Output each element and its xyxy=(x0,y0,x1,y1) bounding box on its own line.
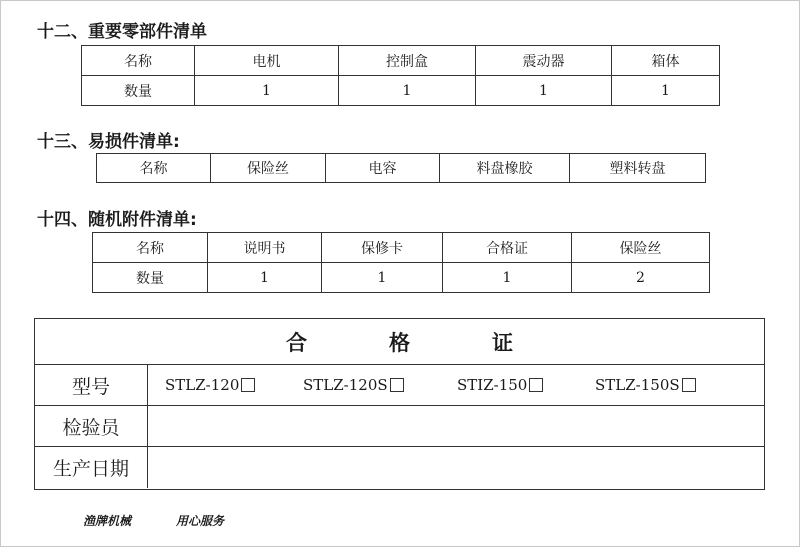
model-row xyxy=(35,365,764,406)
table-cell: 名称 xyxy=(82,46,195,76)
table-cell: 1 xyxy=(612,76,720,106)
table-cell: 塑料转盘 xyxy=(570,154,706,183)
table-cell: 震动器 xyxy=(476,46,612,76)
certificate-title: 合格证 xyxy=(35,319,764,365)
table-cell: 保险丝 xyxy=(572,233,710,263)
model-option xyxy=(595,365,696,405)
model-option xyxy=(303,365,404,405)
table-cell: 数量 xyxy=(82,76,195,106)
table-row xyxy=(82,76,720,106)
important-parts-table xyxy=(81,45,720,106)
table-cell: 控制盒 xyxy=(339,46,476,76)
table-cell: 料盘橡胶 xyxy=(440,154,570,183)
table-cell: 数量 xyxy=(93,263,208,293)
table-row xyxy=(93,263,710,293)
table-cell: 说明书 xyxy=(208,233,322,263)
model-name: STLZ-120 xyxy=(165,376,240,394)
inspector-row xyxy=(35,406,764,447)
table-cell: 电机 xyxy=(195,46,339,76)
table-cell: 1 xyxy=(322,263,443,293)
table-cell: 保修卡 xyxy=(322,233,443,263)
table-cell: 2 xyxy=(572,263,710,293)
table-cell: 保险丝 xyxy=(211,154,326,183)
checkbox-icon[interactable] xyxy=(390,378,404,392)
table-cell: 名称 xyxy=(93,233,208,263)
model-name: STIZ-150 xyxy=(457,376,528,394)
production-date-row xyxy=(35,447,764,488)
model-option xyxy=(165,365,255,405)
table-row xyxy=(93,233,710,263)
certificate-box xyxy=(34,318,765,490)
accessories-table xyxy=(92,232,710,293)
wear-parts-table xyxy=(96,153,706,183)
footer-slogan: 用心服务 xyxy=(176,514,225,528)
table-cell: 1 xyxy=(476,76,612,106)
model-name: STLZ-120S xyxy=(303,376,388,394)
table-cell: 箱体 xyxy=(612,46,720,76)
table-cell: 名称 xyxy=(97,154,211,183)
table-row xyxy=(97,154,706,183)
section13-heading: 十三、易损件清单: xyxy=(37,132,180,152)
table-cell: 1 xyxy=(208,263,322,293)
section14-heading: 十四、随机附件清单: xyxy=(37,210,197,230)
table-cell: 电容 xyxy=(326,154,440,183)
table-cell: 1 xyxy=(195,76,339,106)
inspector-label: 检验员 xyxy=(35,406,148,446)
model-label: 型号 xyxy=(35,365,148,405)
table-cell: 1 xyxy=(339,76,476,106)
model-option xyxy=(457,365,543,405)
table-cell: 1 xyxy=(443,263,572,293)
model-name: STLZ-150S xyxy=(595,376,680,394)
section12-heading: 十二、重要零部件清单 xyxy=(37,22,207,42)
production-date-label: 生产日期 xyxy=(35,447,148,488)
checkbox-icon[interactable] xyxy=(529,378,543,392)
footer-brand: 渔牌机械 xyxy=(83,514,132,528)
checkbox-icon[interactable] xyxy=(241,378,255,392)
checkbox-icon[interactable] xyxy=(682,378,696,392)
table-cell: 合格证 xyxy=(443,233,572,263)
table-row xyxy=(82,46,720,76)
